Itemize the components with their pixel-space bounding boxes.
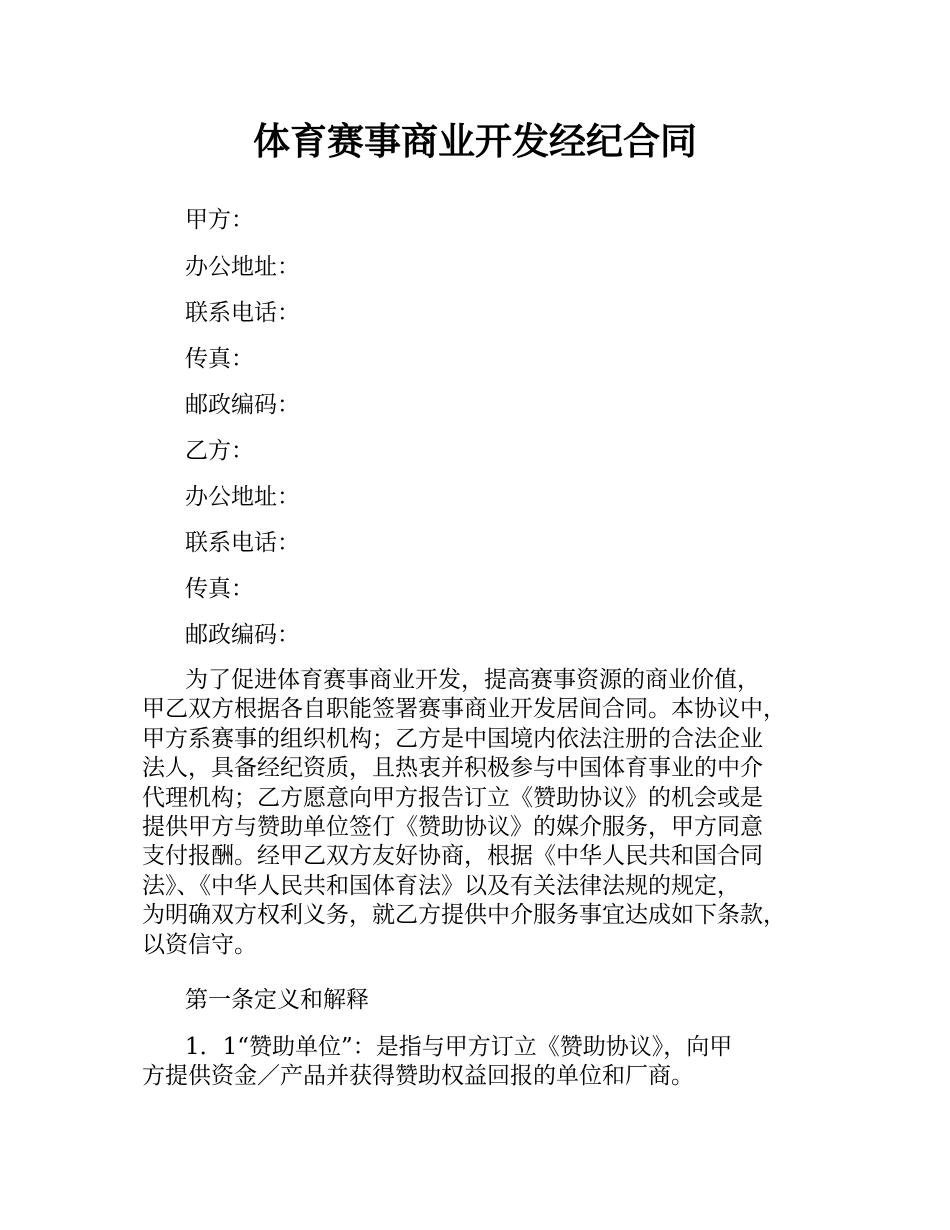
- preamble-line: 支付报酬。经甲乙双方友好协商，根据《中华人民共和国合同: [142, 843, 763, 870]
- preamble-paragraph: [142, 666, 832, 960]
- preamble-line: 法人，具备经纪资质，且热衷并积极参与中国体育事业的中介: [142, 755, 763, 782]
- party-b-address: 办公地址：: [185, 484, 300, 510]
- preamble-line: 提供甲方与赞助单位签仃《赞助协议》的媒介服务，甲方同意: [142, 814, 763, 841]
- party-a-address: 办公地址：: [185, 254, 300, 280]
- party-b-postcode: 邮政编码：: [185, 622, 300, 648]
- preamble-line: 甲乙双方根据各自职能签署赛事商业开发居间合同。本协议中，: [142, 696, 786, 723]
- clause-1-1-paragraph: [142, 1033, 832, 1092]
- party-a-label: 甲方：: [185, 207, 254, 233]
- party-b-label: 乙方：: [185, 438, 254, 464]
- preamble-line: 为明确双方权利义务，就乙方提供中介服务事宜达成如下条款，: [142, 902, 786, 929]
- party-b-phone: 联系电话：: [185, 530, 300, 556]
- preamble-line: 以资信守。: [142, 931, 257, 958]
- party-a-fax: 传真：: [185, 346, 254, 372]
- preamble-line: 代理机构；乙方愿意向甲方报告订立《赞助协议》的机会或是: [142, 784, 763, 811]
- document-title: 体育赛事商业开发经纪合同: [253, 120, 697, 163]
- clause-line: 方提供资金／产品并获得赞助权益回报的单位和厂商。: [142, 1063, 694, 1090]
- preamble-line: 为了促进体育赛事商业开发，提高赛事资源的商业价值，: [185, 667, 760, 693]
- preamble-line: 甲方系赛事的组织机构；乙方是中国境内依法注册的合法企业: [142, 725, 763, 752]
- party-a-phone: 联系电话：: [185, 300, 300, 326]
- party-a-postcode: 邮政编码：: [185, 392, 300, 418]
- clause-line: 1．1“赞助单位”：是指与甲方订立《赞助协议》，向甲: [185, 1034, 733, 1060]
- preamble-line: 法》、《中华人民共和国体育法》以及有关法律法规的规定，: [142, 872, 740, 899]
- article-1-heading: 第一条定义和解释: [185, 987, 369, 1013]
- party-b-fax: 传真：: [185, 576, 254, 602]
